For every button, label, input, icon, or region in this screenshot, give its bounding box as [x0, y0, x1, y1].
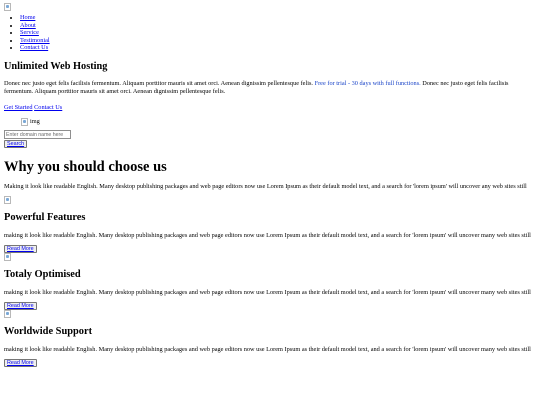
- broken-image-icon: [21, 118, 28, 126]
- hero-title: Unlimited Web Hosting: [4, 60, 108, 72]
- nav-item-home: [20, 14, 536, 22]
- hero-text-before: Donec nec justo eget felis facilisis fermentum. Aliquam porttitor mauris sit amet orci. Aenean dignissim pellentesque felis.: [4, 79, 315, 87]
- nav-link-testimonial[interactable]: Testimonial: [20, 36, 50, 44]
- feature-text: making it look like readable English. Many desktop publishing packages and web page editors now use Lorem Ipsum as their default model text, and a search for 'lorem ipsum' will uncover many web sites still: [4, 232, 531, 240]
- get-started-link[interactable]: Get Started: [4, 103, 33, 111]
- feature-image: [4, 196, 11, 204]
- read-more-button[interactable]: Read More: [4, 245, 37, 253]
- nav-link-home[interactable]: Home: [20, 14, 36, 21]
- read-more-button[interactable]: Read More: [4, 359, 37, 367]
- main-nav: [4, 14, 536, 52]
- feature-image: [4, 310, 11, 318]
- why-choose-text: Making it look like readable English. Many desktop publishing packages and web page editors now use Lorem Ipsum as their default model text, and a search for 'lorem ipsum' will uncover any web sites still: [4, 182, 527, 190]
- hero-text: [4, 80, 536, 96]
- logo-image[interactable]: [4, 3, 11, 11]
- search-button[interactable]: Search: [4, 140, 27, 148]
- feature-text: making it look like readable English. Many desktop publishing packages and web page editors now use Lorem Ipsum as their default model text, and a search for 'lorem ipsum' will uncover many web sites still: [4, 289, 531, 297]
- read-more-button[interactable]: Read More: [4, 302, 37, 310]
- hero-text-after: Donec nec justo eget felis facilisis fermentum. Aliquam porttitor mauris sit amet orci. Aenean dignissim pellentesque felis.: [4, 79, 509, 95]
- feature-optimised: [4, 253, 536, 310]
- nav-link-service[interactable]: Service: [20, 29, 39, 37]
- nav-item-service: [20, 29, 536, 37]
- feature-support: [4, 310, 536, 367]
- feature-image: [4, 253, 11, 261]
- hero-links: [4, 104, 536, 112]
- domain-search-input[interactable]: [4, 130, 71, 139]
- feature-title: Worldwide Support: [4, 326, 93, 338]
- nav-item-testimonial: [20, 37, 536, 45]
- hero-image: [4, 118, 536, 126]
- feature-title: Powerful Features: [4, 212, 86, 224]
- contact-us-link[interactable]: Contact Us: [34, 103, 63, 111]
- feature-title: Totaly Optimised: [4, 269, 81, 281]
- nav-item-contact: [20, 44, 536, 52]
- free-trial-highlight: Free for trial - 30 days with full functions.: [314, 79, 421, 87]
- feature-powerful: [4, 196, 536, 253]
- nav-link-contact[interactable]: Contact Us: [20, 44, 49, 52]
- feature-text: making it look like readable English. Many desktop publishing packages and web page editors now use Lorem Ipsum as their default model text, and a search for 'lorem ipsum' will uncover many web sites still: [4, 346, 531, 354]
- nav-item-about: [20, 22, 536, 30]
- nav-link-about[interactable]: About: [20, 21, 36, 29]
- hero-image-alt-text: img: [30, 118, 40, 126]
- why-choose-title: Why you should choose us: [4, 159, 167, 176]
